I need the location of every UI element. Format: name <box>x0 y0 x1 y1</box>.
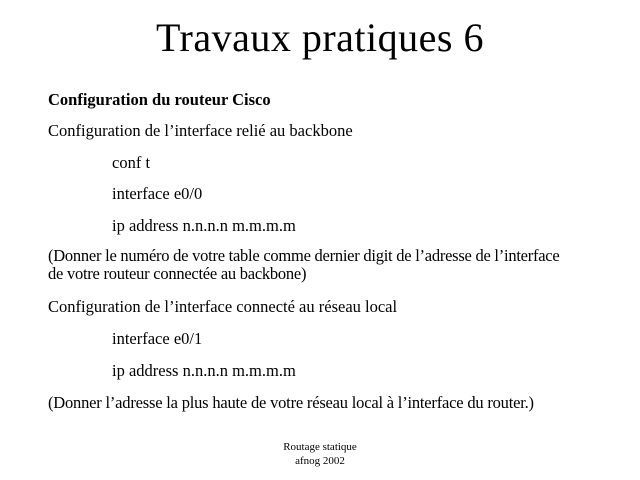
section-heading: Configuration du routeur Cisco <box>48 90 271 109</box>
command-conf-t: conf t <box>112 153 151 172</box>
command-interface-e00: interface e0/0 <box>112 184 203 203</box>
backbone-intro: Configuration de l’interface relié au backbone <box>48 121 353 140</box>
backbone-note-line-2: de votre routeur connectée au backbone) <box>48 264 307 283</box>
footer-event: afnog 2002 <box>295 455 345 467</box>
command-ip-address-local: ip address n.n.n.n m.m.m.m <box>112 361 296 380</box>
slide-title: Travaux pratiques 6 <box>156 15 484 60</box>
local-note: (Donner l’adresse la plus haute de votre réseau local à l’interface du router.) <box>48 393 534 412</box>
footer-topic: Routage statique <box>283 441 357 453</box>
backbone-note-line-1: (Donner le numéro de votre table comme dernier digit de l’adresse de l’interface <box>48 246 560 265</box>
command-interface-e01: interface e0/1 <box>112 329 203 348</box>
slide-footer <box>0 440 640 468</box>
local-intro: Configuration de l’interface connecté au réseau local <box>48 297 398 316</box>
backbone-note <box>48 247 633 283</box>
command-ip-address-backbone: ip address n.n.n.n m.m.m.m <box>112 216 296 235</box>
